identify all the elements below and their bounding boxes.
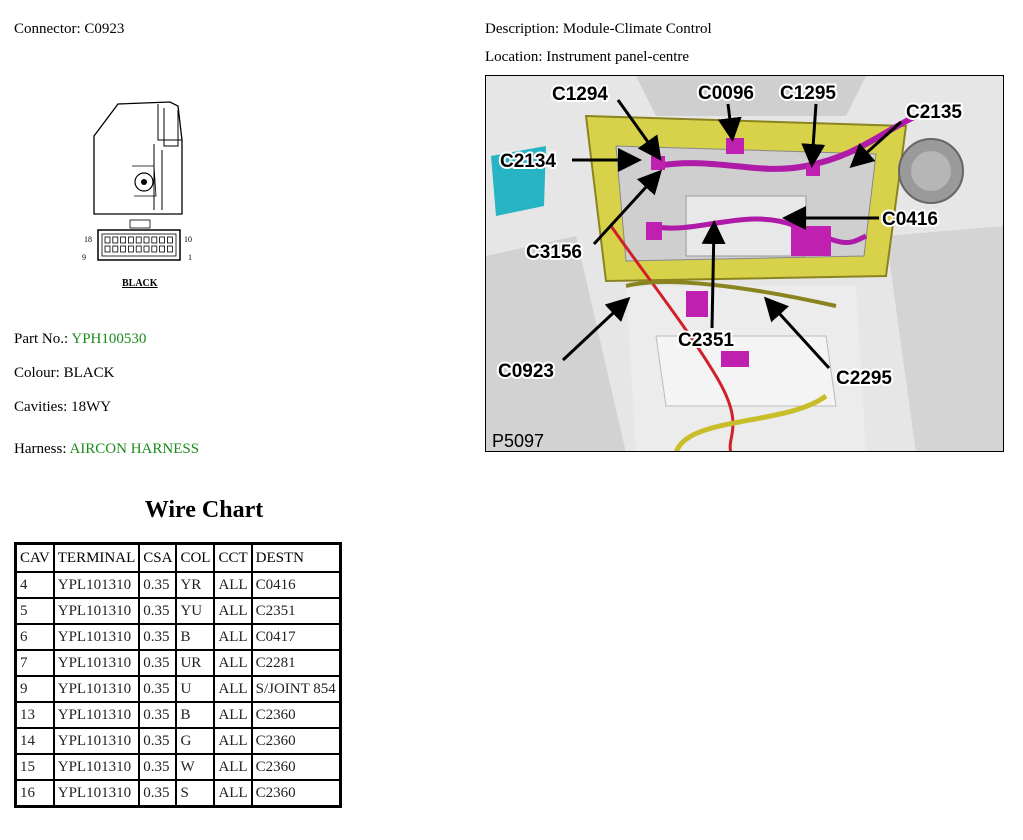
location-photo: [485, 75, 1004, 452]
cell-csa: 0.35: [139, 780, 176, 807]
cell-destn: C2360: [252, 728, 341, 754]
cell-cav: 13: [16, 702, 54, 728]
cell-cav: 5: [16, 598, 54, 624]
table-row: [16, 754, 341, 780]
table-row: [16, 598, 341, 624]
cell-cct: ALL: [214, 598, 251, 624]
callout-c1294: C1294: [552, 84, 608, 105]
cavities-label: Cavities:: [14, 399, 68, 415]
location-label: Location:: [485, 49, 543, 65]
connector-drawing: [78, 96, 208, 292]
connector-line: [14, 21, 124, 38]
wire-chart-header-row: [16, 544, 341, 573]
wire-chart-table: [14, 542, 342, 808]
col-header-col: COL: [176, 544, 214, 573]
cell-cct: ALL: [214, 650, 251, 676]
cell-destn: S/JOINT 854: [252, 676, 341, 702]
cell-destn: C2360: [252, 702, 341, 728]
cell-destn: C0416: [252, 572, 341, 598]
location-value: Instrument panel-centre: [546, 49, 690, 65]
cell-col: YU: [176, 598, 214, 624]
cell-csa: 0.35: [139, 572, 176, 598]
cell-csa: 0.35: [139, 624, 176, 650]
cell-cct: ALL: [214, 780, 251, 807]
cell-col: U: [176, 676, 214, 702]
part-no-label: Part No.:: [14, 331, 69, 347]
callout-c2295: C2295: [836, 368, 892, 389]
description-line: [485, 21, 712, 38]
description-label: Description:: [485, 21, 560, 37]
callout-c2351: C2351: [678, 330, 734, 351]
cell-destn: C2360: [252, 780, 341, 807]
callout-c2135: C2135: [906, 102, 962, 123]
table-row: [16, 780, 341, 807]
cell-csa: 0.35: [139, 676, 176, 702]
cell-cct: ALL: [214, 676, 251, 702]
callout-c1295: C1295: [780, 83, 836, 104]
col-header-csa: CSA: [139, 544, 176, 573]
cell-cav: 9: [16, 676, 54, 702]
harness-label: Harness:: [14, 441, 67, 457]
cell-csa: 0.35: [139, 754, 176, 780]
cell-destn: C2281: [252, 650, 341, 676]
cell-col: B: [176, 624, 214, 650]
connector-label: Connector:: [14, 21, 81, 37]
pin-label-1: 1: [188, 253, 192, 262]
cell-col: G: [176, 728, 214, 754]
cell-terminal: YPL101310: [54, 624, 140, 650]
cell-terminal: YPL101310: [54, 572, 140, 598]
cell-destn: C2351: [252, 598, 341, 624]
cell-terminal: YPL101310: [54, 702, 140, 728]
cell-cav: 16: [16, 780, 54, 807]
cell-csa: 0.35: [139, 702, 176, 728]
drawing-colour-label: BLACK: [122, 278, 158, 289]
harness-link[interactable]: AIRCON HARNESS: [69, 441, 200, 457]
description-value: Module-Climate Control: [562, 21, 712, 37]
callout-c3156: C3156: [526, 242, 582, 263]
cell-csa: 0.35: [139, 728, 176, 754]
part-no-line: [14, 331, 146, 348]
cell-destn: C2360: [252, 754, 341, 780]
pin-label-9: 9: [82, 253, 86, 262]
pin-label-10: 10: [184, 235, 192, 244]
cell-terminal: YPL101310: [54, 780, 140, 807]
cell-col: W: [176, 754, 214, 780]
col-header-terminal: TERMINAL: [54, 544, 140, 573]
location-line: [485, 49, 689, 66]
cell-cav: 14: [16, 728, 54, 754]
cell-cav: 7: [16, 650, 54, 676]
cell-terminal: YPL101310: [54, 754, 140, 780]
cell-terminal: YPL101310: [54, 728, 140, 754]
col-header-cct: CCT: [214, 544, 251, 573]
callout-c0923: C0923: [498, 361, 554, 382]
cell-terminal: YPL101310: [54, 676, 140, 702]
cell-terminal: YPL101310: [54, 598, 140, 624]
harness-line: [14, 441, 199, 458]
cell-cct: ALL: [214, 728, 251, 754]
cell-cct: ALL: [214, 702, 251, 728]
table-row: [16, 676, 341, 702]
cell-col: B: [176, 702, 214, 728]
table-row: [16, 624, 341, 650]
cell-col: S: [176, 780, 214, 807]
cavities-value: 18WY: [71, 399, 112, 415]
cell-cav: 15: [16, 754, 54, 780]
pin-label-18: 18: [84, 235, 92, 244]
table-row: [16, 702, 341, 728]
table-row: [16, 650, 341, 676]
callout-c2134: C2134: [500, 151, 556, 172]
col-header-cav: CAV: [16, 544, 54, 573]
cell-col: YR: [176, 572, 214, 598]
cell-terminal: YPL101310: [54, 650, 140, 676]
cell-cct: ALL: [214, 754, 251, 780]
cell-destn: C0417: [252, 624, 341, 650]
colour-label: Colour:: [14, 365, 60, 381]
wire-chart-title: Wire Chart: [144, 497, 264, 523]
table-row: [16, 728, 341, 754]
cell-cav: 6: [16, 624, 54, 650]
table-row: [16, 572, 341, 598]
callout-c0416: C0416: [882, 209, 938, 230]
cell-csa: 0.35: [139, 650, 176, 676]
callout-c0096: C0096: [698, 83, 754, 104]
cell-csa: 0.35: [139, 598, 176, 624]
part-no-link[interactable]: YPH100530: [71, 331, 147, 347]
cell-cct: ALL: [214, 572, 251, 598]
colour-line: [14, 365, 114, 382]
cell-col: UR: [176, 650, 214, 676]
cell-cct: ALL: [214, 624, 251, 650]
connector-value: C0923: [84, 21, 125, 37]
col-header-destn: DESTN: [252, 544, 341, 573]
cell-cav: 4: [16, 572, 54, 598]
photo-code: P5097: [492, 431, 545, 451]
colour-value: BLACK: [63, 365, 115, 381]
cavities-line: [14, 399, 111, 416]
